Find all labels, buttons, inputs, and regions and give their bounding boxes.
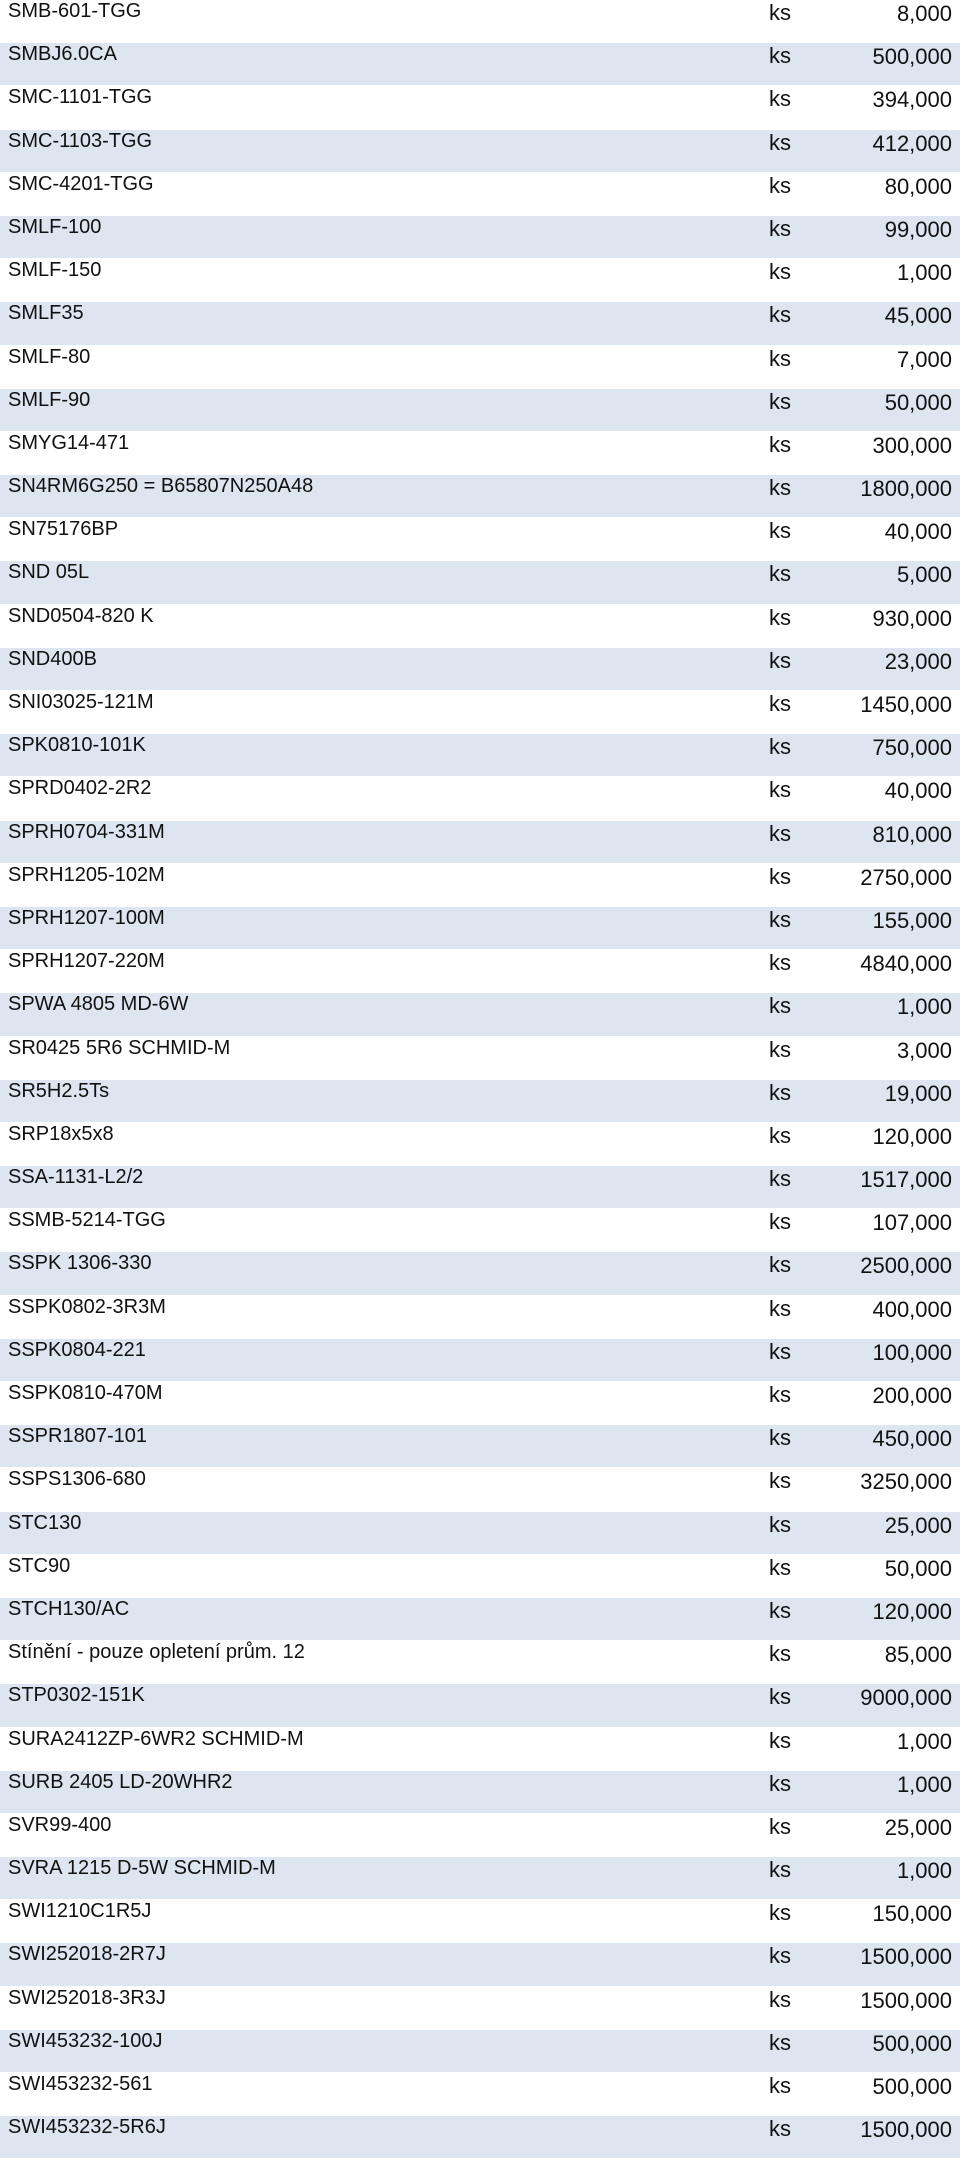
part-number: SSPR1807-101 [8,1425,147,1448]
quantity: 1,000 [896,260,952,286]
unit: ks [769,1900,791,1926]
table-row [0,1382,960,1425]
unit: ks [769,604,791,630]
unit: ks [769,1036,791,1062]
part-number: SWI1210C1R5J [8,1900,152,1923]
quantity: 394,000 [872,87,952,113]
table-row [0,1814,960,1857]
part-number: SN75176BP [8,518,119,541]
table-row [0,2073,960,2116]
quantity: 1517,000 [860,1167,952,1193]
unit: ks [769,215,791,241]
part-number: SSPK0802-3R3M [8,1295,166,1318]
unit: ks [769,129,791,155]
quantity: 107,000 [872,1210,952,1236]
quantity: 200,000 [872,1383,952,1408]
quantity: 50,000 [884,1555,952,1581]
table-row [0,950,960,993]
table-row [0,605,960,648]
quantity: 45,000 [884,303,952,329]
quantity: 1,000 [896,1771,952,1797]
part-number: SSPK 1306-330 [8,1252,152,1275]
unit: ks [769,1209,791,1235]
part-number: SRP18x5x8 [8,1122,114,1145]
part-number: SMYG14-471 [8,431,130,454]
quantity: 40,000 [884,519,952,545]
part-number: SMLF-100 [8,215,102,238]
table-row [0,691,960,734]
unit: ks [769,906,791,932]
table-row [0,1598,960,1641]
quantity: 930,000 [872,605,952,631]
quantity: 23,000 [884,648,952,674]
table-row [0,302,960,345]
table-row [0,1641,960,1684]
quantity: 2500,000 [860,1253,952,1279]
unit: ks [769,863,791,889]
part-number: SWI252018-3R3J [8,1986,166,2009]
quantity: 100,000 [872,1339,952,1365]
quantity: 19,000 [884,1080,952,1106]
part-number: SVR99-400 [8,1813,112,1836]
unit: ks [769,1122,791,1148]
table-row [0,821,960,864]
unit: ks [769,1986,791,2012]
table-row [0,648,960,691]
table-row [0,1425,960,1468]
unit: ks [769,777,791,803]
table-row [0,1512,960,1555]
table-row [0,432,960,475]
table-row [0,1252,960,1295]
table-row [0,864,960,907]
unit: ks [769,993,791,1019]
table-row [0,777,960,820]
part-number: SMLF35 [8,302,84,325]
unit: ks [769,1468,791,1494]
unit: ks [769,2029,791,2055]
part-number: STP0302-151K [8,1684,145,1707]
unit: ks [769,1554,791,1580]
unit: ks [769,388,791,414]
table-row [0,1123,960,1166]
part-number: SPRH1207-100M [8,906,165,929]
table-row [0,1728,960,1771]
table-row [0,561,960,604]
quantity: 450,000 [872,1426,952,1452]
quantity: 40,000 [884,778,952,804]
quantity: 3250,000 [860,1469,952,1495]
part-number: SMLF-150 [8,259,102,282]
part-number: SMBJ6.0CA [8,43,117,66]
quantity: 99,000 [884,216,952,242]
quantity: 2750,000 [860,864,952,890]
part-number: SR0425 5R6 SCHMID-M [8,1036,231,1059]
part-number: SSPK0804-221 [8,1338,146,1361]
unit: ks [769,86,791,112]
quantity: 150,000 [872,1901,952,1927]
part-number: SMLF-80 [8,345,91,368]
unit: ks [769,1857,791,1883]
unit: ks [769,1295,791,1321]
table-row [0,1555,960,1598]
part-number: SURB 2405 LD-20WHR2 [8,1770,233,1793]
part-number: SMC-1101-TGG [8,86,153,109]
part-number: SURA2412ZP-6WR2 SCHMID-M [8,1727,304,1750]
unit: ks [769,172,791,198]
unit: ks [769,691,791,716]
unit: ks [769,1252,791,1278]
quantity: 3,000 [896,1037,952,1063]
unit: ks [769,43,791,69]
unit: ks [769,820,791,846]
table-row [0,1080,960,1123]
unit: ks [769,518,791,544]
unit: ks [769,1338,791,1364]
quantity: 9000,000 [860,1685,952,1711]
part-number: SND 05L [8,561,90,584]
quantity: 50,000 [884,389,952,415]
unit: ks [769,1727,791,1753]
part-number: SMB-601-TGG [8,0,142,22]
part-number: SR5H2.5Ts [8,1079,110,1102]
unit: ks [769,259,791,285]
quantity: 1450,000 [860,692,952,717]
part-number: SMLF-90 [8,388,91,411]
quantity: 500,000 [872,2030,952,2056]
unit: ks [769,1641,791,1667]
table-row [0,518,960,561]
table-row [0,2030,960,2073]
part-number: SMC-4201-TGG [8,172,154,195]
table-row [0,1339,960,1382]
table-row [0,389,960,432]
table-row [0,1771,960,1814]
table-row [0,1943,960,1986]
part-number: STCH130/AC [8,1597,130,1620]
unit: ks [769,1943,791,1969]
table-row [0,907,960,950]
quantity: 80,000 [884,173,952,199]
table-row [0,1037,960,1080]
quantity: 120,000 [872,1123,952,1149]
unit: ks [769,345,791,371]
quantity: 25,000 [884,1814,952,1840]
unit: ks [769,431,791,457]
table-row [0,475,960,518]
quantity: 1,000 [896,1728,952,1754]
table-row [0,734,960,777]
quantity: 300,000 [872,432,952,458]
part-number: SSA-1131-L2/2 [8,1166,144,1189]
quantity: 500,000 [872,2074,952,2099]
unit: ks [769,1079,791,1105]
unit: ks [769,2116,791,2142]
part-number: SPK0810-101K [8,734,146,757]
table-row [0,0,960,43]
quantity: 412,000 [872,130,952,156]
quantity: 1500,000 [860,2117,952,2143]
part-number: STC90 [8,1554,71,1577]
part-number: Stínění - pouze opletení prům. 12 [8,1641,305,1664]
part-number: SWI453232-561 [8,2073,153,2095]
quantity: 1,000 [896,994,952,1020]
table-row [0,1468,960,1511]
quantity: 810,000 [872,821,952,847]
table-row [0,43,960,86]
quantity: 155,000 [872,907,952,933]
unit: ks [769,647,791,673]
unit: ks [769,950,791,976]
part-number: SWI453232-100J [8,2029,163,2052]
unit: ks [769,0,791,25]
quantity: 1500,000 [860,1987,952,2013]
quantity: 1500,000 [860,1944,952,1970]
part-number: SSPS1306-680 [8,1468,146,1491]
quantity: 25,000 [884,1512,952,1538]
unit: ks [769,1684,791,1710]
table-row [0,1857,960,1900]
unit: ks [769,1425,791,1451]
table-row [0,1209,960,1252]
part-number: SN4RM6G250 = B65807N250A48 [8,475,314,498]
unit: ks [769,1166,791,1192]
unit: ks [769,475,791,501]
part-number: SVRA 1215 D-5W SCHMID-M [8,1857,276,1880]
part-number: SPRH1207-220M [8,950,165,973]
table-row [0,346,960,389]
table-row [0,130,960,173]
table-row [0,1684,960,1727]
part-number: SMC-1103-TGG [8,129,153,152]
table-row [0,173,960,216]
part-number: SNI03025-121M [8,691,154,713]
unit: ks [769,1382,791,1407]
part-number: STC130 [8,1511,82,1534]
quantity: 750,000 [872,735,952,761]
quantity: 1800,000 [860,476,952,502]
table-row [0,1296,960,1339]
part-number: SND0504-820 K [8,604,154,627]
part-number: SSMB-5214-TGG [8,1209,166,1232]
part-number: SWI453232-5R6J [8,2116,166,2139]
unit: ks [769,2073,791,2098]
unit: ks [769,1597,791,1623]
unit: ks [769,1770,791,1796]
unit: ks [769,1813,791,1839]
table-row [0,2116,960,2159]
table-row [0,1987,960,2030]
part-number: SPRD0402-2R2 [8,777,152,800]
part-number: SSPK0810-470M [8,1382,163,1404]
table-row [0,259,960,302]
table-row [0,1900,960,1943]
unit: ks [769,1511,791,1537]
quantity: 4840,000 [860,951,952,977]
unit: ks [769,734,791,760]
quantity: 8,000 [896,1,952,26]
table-row [0,86,960,129]
table-row [0,993,960,1036]
quantity: 1,000 [896,1858,952,1884]
unit: ks [769,561,791,587]
quantity: 85,000 [884,1642,952,1668]
part-number: SPWA 4805 MD-6W [8,993,189,1016]
part-number: SPRH1205-102M [8,863,165,886]
quantity: 400,000 [872,1296,952,1322]
quantity: 120,000 [872,1598,952,1624]
quantity: 7,000 [896,346,952,372]
part-number: SPRH0704-331M [8,820,165,843]
quantity: 500,000 [872,44,952,70]
table-row [0,1166,960,1209]
quantity: 5,000 [896,562,952,588]
part-number: SND400B [8,647,97,670]
unit: ks [769,302,791,328]
table-row [0,216,960,259]
part-number: SWI252018-2R7J [8,1943,166,1966]
